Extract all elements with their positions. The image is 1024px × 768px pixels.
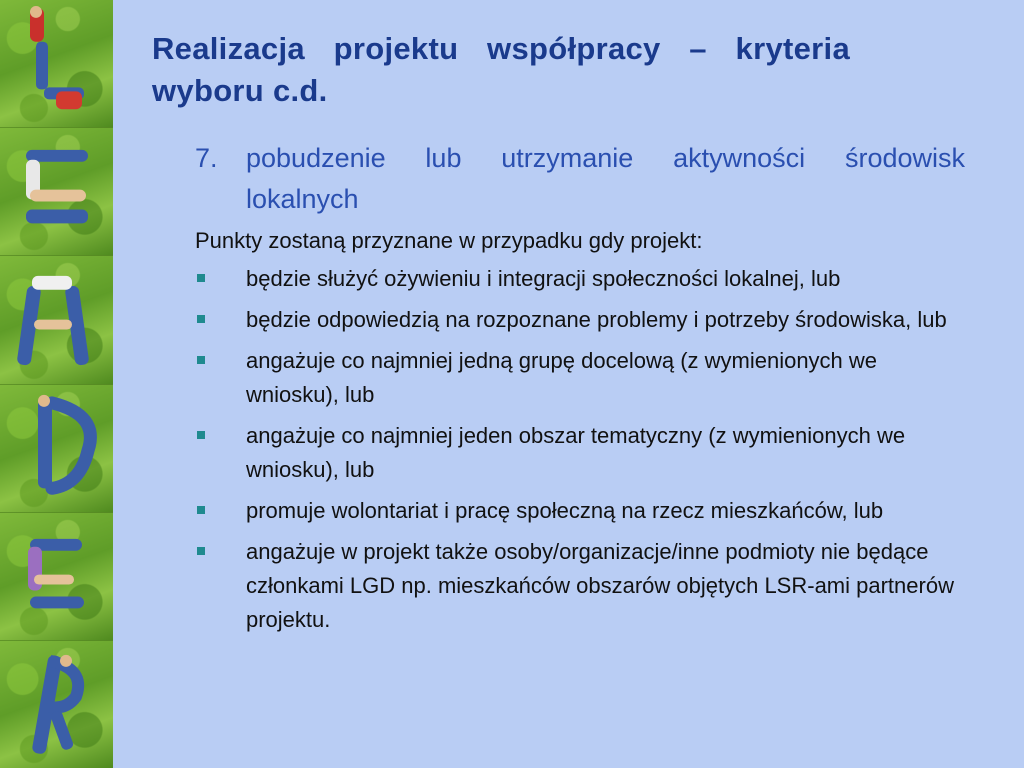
list-item-text: angażuje co najmniej jedną grupę docelową (z wymienionych we wniosku), lub xyxy=(246,348,878,407)
bullet-square-icon xyxy=(195,494,246,528)
bullet-square-icon xyxy=(195,303,246,337)
list-item xyxy=(195,303,965,337)
list-item-text: będzie odpowiedzią na rozpoznane problemy i potrzeby środowiska, lub xyxy=(246,307,947,332)
bullet-square-icon xyxy=(195,262,246,296)
bullet-square-icon xyxy=(195,419,246,487)
criterion-text: pobudzenie lub utrzymanie aktywności środowisk lokalnych xyxy=(246,143,965,214)
list-item-text: będzie służyć ożywieniu i integracji społeczności lokalnej, lub xyxy=(246,266,841,291)
slide-title: Realizacja projektu współpracy – kryteria wyboru c.d. xyxy=(152,31,850,108)
decorative-photo-strip xyxy=(0,0,113,768)
bullet-square-icon xyxy=(195,344,246,412)
numbered-criterion xyxy=(195,138,965,220)
grass-photo-letter xyxy=(0,0,113,128)
bullet-square-icon xyxy=(195,535,246,637)
grass-photo-letter xyxy=(0,385,113,513)
slide-content xyxy=(195,138,965,644)
list-item xyxy=(195,262,965,296)
list-item-text: angażuje w projekt także osoby/organizacje/inne podmioty nie będące członkami LGD np. mieszkańców obszarów objętych LSR-ami partnerów projektu. xyxy=(246,539,954,632)
lead-text: Punkty zostaną przyznane w przypadku gdy projekt: xyxy=(195,228,703,253)
list-item xyxy=(195,494,965,528)
list-item xyxy=(195,344,965,412)
list-item xyxy=(195,535,965,637)
list-item-text: angażuje co najmniej jeden obszar tematyczny (z wymienionych we wniosku), lub xyxy=(246,423,906,482)
grass-photo-letter xyxy=(0,128,113,256)
grass-photo-letter xyxy=(0,256,113,384)
grass-photo-letter xyxy=(0,513,113,641)
list-item-text: promuje wolontariat i pracę społeczną na rzecz mieszkańców, lub xyxy=(246,498,884,523)
bullet-list xyxy=(195,262,965,637)
list-item xyxy=(195,419,965,487)
criterion-number: 7. xyxy=(195,143,218,173)
grass-photo-letter xyxy=(0,641,113,768)
